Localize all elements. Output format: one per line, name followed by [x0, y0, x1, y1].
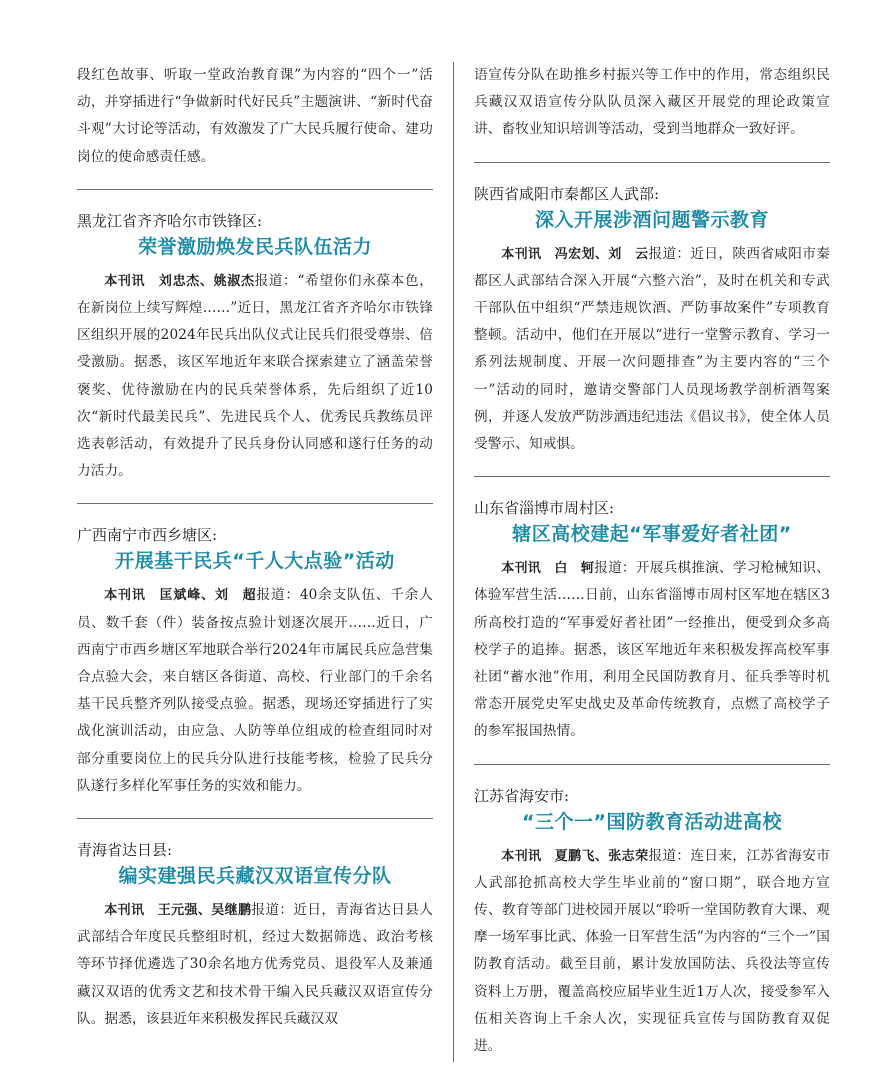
article-headline: 荣誉激励焕发民兵队伍活力 [137, 235, 372, 258]
left-column [77, 0, 433, 1033]
article-byline: 本刊讯 冯宏划、刘 云 [501, 246, 649, 262]
article-headline: “三个一”国防教育活动进高校 [522, 810, 782, 833]
section-divider [474, 764, 830, 765]
article-text: 报道：近日，陕西省咸阳市秦都区人武部结合深入开展“六整六治”，及时在机关和专武干部队伍中组织“严禁违规饮酒、严防事故案件”专项教育整顿。活动中，他们在开展以“进行一堂警示教育、学习一系列法规制度、开展一次问题排查”为主要内容的“三个一”活动的同时，邀请交警部门人员现场教学剖析酒驾案例，并逐人发放严防涉酒违纪违法《倡议书》，使全体人员受警示、知戒惧。 [474, 245, 830, 453]
article-location: 广西南宁市西乡塘区: [77, 526, 218, 545]
article-headline: 编实建强民兵藏汉双语宣传分队 [118, 865, 392, 888]
article-haian [474, 785, 830, 1061]
article-text: 报道：连日来，江苏省海安市人武部抢抓高校大学生毕业前的“窗口期”，联合地方宣传、教育等部门进校园开展以“聆听一堂国防教育大课、观摩一场军事比武、体验一日军营生活”为内容的“三个一”国防教育活动。截至目前，累计发放国防法、兵役法等宣传资料上万册，覆盖高校应届毕业生近1万人次，接受参军入伍相关咨询上千余人次，实现征兵宣传与国防教育双促进。 [474, 847, 830, 1055]
article-byline: 本刊讯 王元强、吴继鹏 [104, 903, 252, 919]
article-headline: 开展基干民兵“千人大点验”活动 [115, 550, 395, 573]
article-body [474, 241, 830, 459]
article-body [77, 897, 433, 1033]
continued-paragraph: 段红色故事、听取一堂政治教育课”为内容的“四个一”活动，并穿插进行“争做新时代好民兵”主题演讲、“新时代奋斗观”大讨论等活动，有效激发了广大民兵履行使命、建功岗位的使命感责任感。 [77, 67, 433, 165]
article-text: 报道：开展兵棋推演、学习枪械知识、体验军营生活……日前，山东省淄博市周村区军地在辖区3所高校打造的“军事爱好者社团”一经推出，便受到众多高校学子的追捧。据悉，该区军地近年来积极发挥高校军事社团“蓄水池”作用，利用全民国防教育月、征兵季等时机常态开展党史军史战史及革命传统教育，点燃了高校学子的参军报国热情。 [474, 560, 830, 740]
article-location: 陕西省咸阳市秦都区人武部: [474, 184, 660, 203]
section-divider [77, 189, 433, 190]
article-byline: 本刊讯 匡斌峰、刘 超 [104, 588, 257, 604]
article-body [77, 582, 433, 800]
article-byline: 本刊讯 刘忠杰、姚淑杰 [104, 273, 255, 289]
article-tiefeng [77, 210, 433, 486]
article-headline: 深入开展涉酒问题警示教育 [534, 208, 769, 231]
article-byline: 本刊讯 白 轲 [501, 561, 595, 577]
article-byline: 本刊讯 夏鹏飞、张志荣 [501, 848, 649, 864]
article-headline: 辖区高校建起“军事爱好者社团” [512, 523, 792, 546]
article-qindu [474, 183, 830, 459]
article-text: 报道：“希望你们永葆本色，在新岗位上续写辉煌……”近日，黑龙江省齐齐哈尔市铁锋区组织开展的2024年民兵出队仪式让民兵们很受尊崇、倍受激励。据悉，该区军地近年来联合探索建立了涵盖荣誉褒奖、优待激励在内的民兵荣誉体系，先后组织了近10次“新时代最美民兵”、先进民兵个人、优秀民兵教练员评选表彰活动，有效提升了民兵身份认同感和遂行任务的动力活力。 [77, 272, 433, 480]
article-dari [77, 839, 433, 1033]
section-divider [77, 503, 433, 504]
article-xixiangtang [77, 524, 433, 800]
article-location: 黑龙江省齐齐哈尔市铁锋区: [77, 211, 263, 230]
article-text: 报道：近日，青海省达日县人武部结合年度民兵整组时机，经过大数据筛选、政治考核等环节择优遴选了30余名地方优秀党员、退役军人及兼通藏汉双语的优秀文艺和技术骨干编入民兵藏汉双语宣传分队。据悉，该县近年来积极发挥民兵藏汉双 [77, 902, 433, 1027]
section-divider [77, 818, 433, 819]
section-divider [474, 162, 830, 163]
article-body [77, 268, 433, 486]
article-location: 青海省达日县: [77, 841, 173, 860]
right-column [474, 0, 830, 1060]
continued-paragraph: 语宣传分队在助推乡村振兴等工作中的作用，常态组织民兵藏汉双语宣传分队队员深入藏区开展党的理论政策宣讲、畜牧业知识培训等活动，受到当地群众一致好评。 [474, 67, 830, 138]
article-body [474, 555, 830, 745]
column-divider [453, 62, 454, 1062]
article-body [474, 843, 830, 1061]
section-divider [474, 476, 830, 477]
article-text: 报道：40余支队伍、千余人员、数千套（件）装备按点验计划逐次展开……近日，广西南宁市西乡塘区军地联合举行2024年市属民兵应急营集合点验大会，来自辖区各街道、高校、行业部门的千余名基干民兵整齐列队接受点验。据悉，现场还穿插进行了实战化演训活动，由应急、人防等单位组成的检查组同时对部分重要岗位上的民兵分队进行技能考核，检验了民兵分队遂行多样化军事任务的实效和能力。 [77, 587, 433, 794]
article-zhoucun [474, 497, 830, 745]
article-location: 江苏省海安市: [474, 786, 570, 805]
article-location: 山东省淄博市周村区: [474, 499, 615, 518]
